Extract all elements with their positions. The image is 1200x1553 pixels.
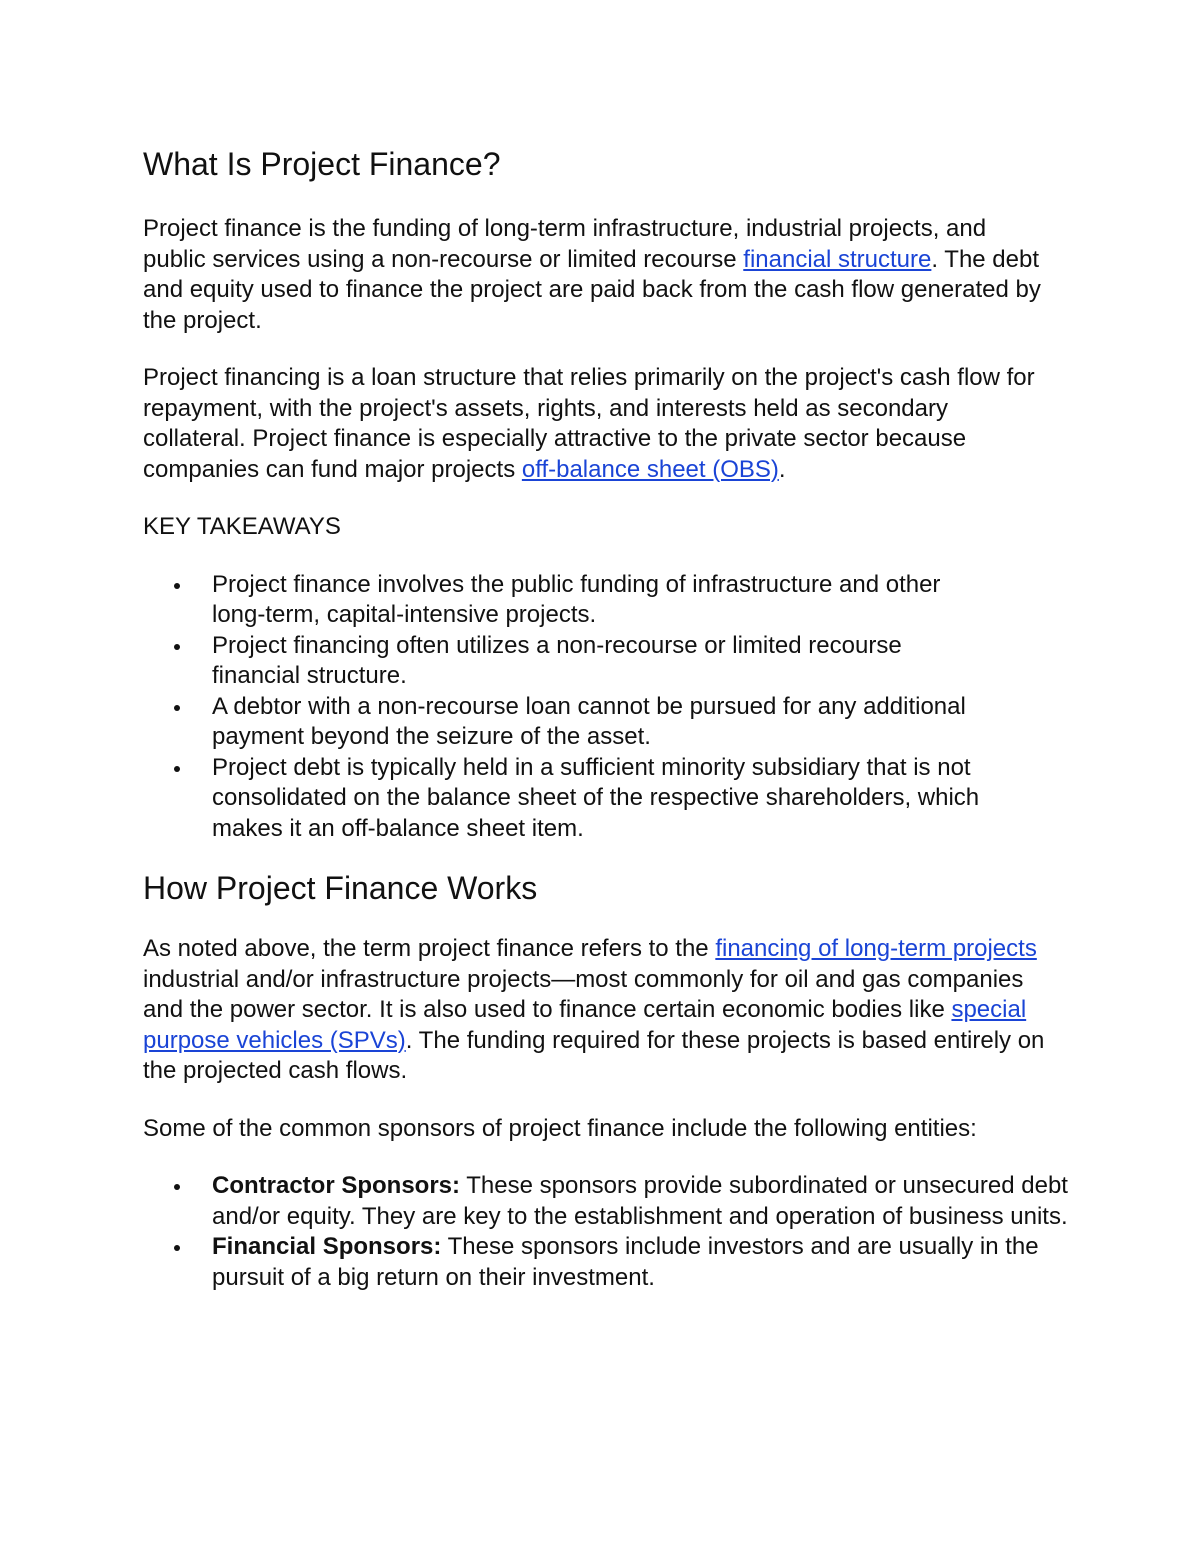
- bullet-icon: [174, 705, 180, 711]
- sponsor-term: Financial Sponsors:: [212, 1233, 442, 1260]
- list-item-text: Project debt is typically held in a sufficient minority subsidiary that is not consolidated on the balance sheet of the respective shareholders, which makes it an off-balance sheet item.: [212, 753, 980, 842]
- paragraph-text: Project finance is the funding of long-term infrastructure, industrial projects, and public services using a non-recourse or limited recourse: [143, 215, 987, 273]
- list-item: [143, 570, 993, 631]
- paragraph-text: As noted above, the term project finance refers to the: [143, 935, 716, 962]
- paragraph-text: Project financing is a loan structure that relies primarily on the project's cash flow for repayment, with the project's assets, rights, and interests held as secondary collateral. Project finance is especially attractive to the private sector because companies can fund major projects: [143, 364, 1035, 483]
- bullet-icon: [174, 766, 180, 772]
- list-item-text: A debtor with a non-recourse loan cannot be pursued for any additional payment beyond the seizure of the asset.: [212, 692, 966, 750]
- section-heading-how-project-finance-works: How Project Finance Works: [143, 870, 538, 906]
- paragraph-how-it-works: [143, 934, 1053, 1087]
- paragraph-sponsors-intro: Some of the common sponsors of project finance include the following entities:: [143, 1114, 977, 1142]
- list-item-text: Project financing often utilizes a non-recourse or limited recourse financial structure.: [212, 631, 902, 689]
- paragraph-text: .: [778, 455, 786, 483]
- link-financing-long-term-projects[interactable]: financing of long-term projects: [715, 935, 1037, 962]
- link-financial-structure[interactable]: financial structure: [743, 245, 932, 273]
- sponsor-description: These sponsors provide subordinated or unsecured debt and/or equity. They are key to the establishment and operation of business units.: [212, 1172, 1068, 1230]
- bullet-icon: [174, 1245, 180, 1251]
- sponsor-description: These sponsors include investors and are usually in the pursuit of a big return on their investment.: [212, 1233, 1039, 1291]
- paragraph-loan-structure: [143, 363, 1053, 485]
- paragraph-text: industrial and/or infrastructure projects—most commonly for oil and gas companies and the power sector. It is also used to finance certain economic bodies like: [143, 965, 1024, 1023]
- paragraph-text: . The debt and equity used to finance the project are paid back from the cash flow generated by the project.: [143, 245, 1041, 334]
- sponsor-term: Contractor Sponsors:: [212, 1172, 461, 1199]
- link-off-balance-sheet[interactable]: off-balance sheet (OBS): [521, 455, 779, 483]
- bullet-icon: [174, 583, 180, 589]
- paragraph-definition: [143, 214, 1043, 336]
- document-page: [143, 140, 1068, 1293]
- list-item: [143, 1171, 1073, 1232]
- link-special-purpose-vehicles[interactable]: special purpose vehicles (SPVs): [143, 996, 1027, 1054]
- sponsors-list: [143, 1171, 1073, 1293]
- list-item: [143, 631, 993, 692]
- section-heading-what-is-project-finance: What Is Project Finance?: [143, 146, 501, 182]
- list-item-text: Project finance involves the public funding of infrastructure and other long-term, capital-intensive projects.: [212, 570, 941, 628]
- list-item: [143, 692, 993, 753]
- key-takeaways-label: KEY TAKEAWAYS: [143, 513, 341, 540]
- bullet-icon: [174, 1184, 180, 1190]
- list-item: [143, 1232, 1073, 1293]
- list-item: [143, 753, 993, 845]
- bullet-icon: [174, 644, 180, 650]
- key-takeaways-list: [143, 570, 993, 845]
- paragraph-text: . The funding required for these projects is based entirely on the projected cash flows.: [143, 1026, 1045, 1084]
